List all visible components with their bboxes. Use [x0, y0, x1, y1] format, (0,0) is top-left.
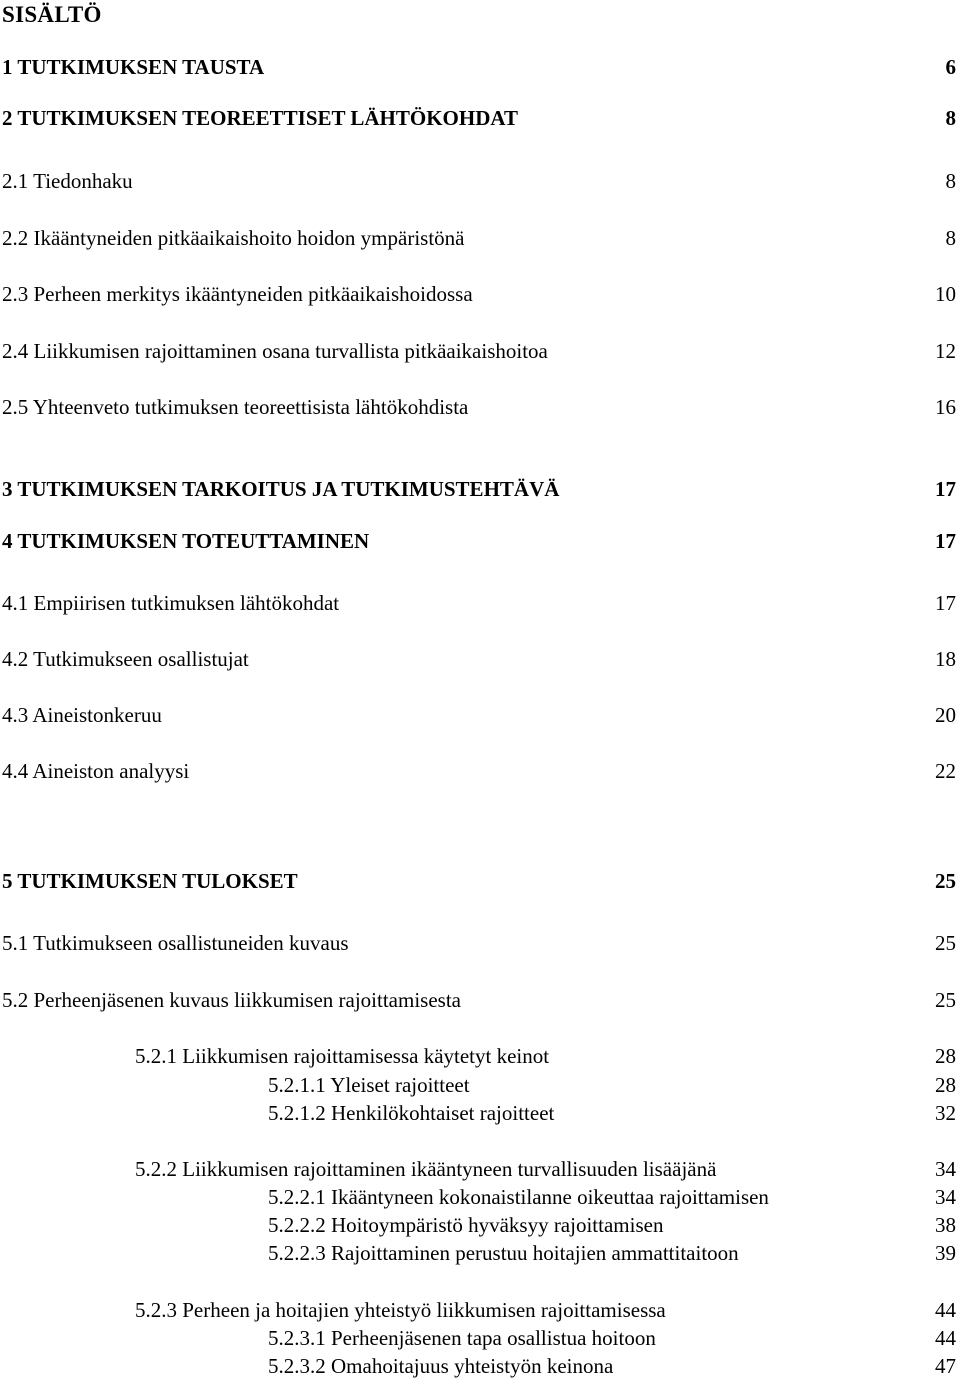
toc-entry-page: 25 — [935, 869, 956, 893]
toc-entry-text: 5.2.2.2 Hoitoympäristö hyväksyy rajoittamisen — [268, 1213, 664, 1237]
toc-entry-page: 10 — [935, 282, 956, 306]
toc-entry-text: 2 TUTKIMUKSEN TEOREETTISET LÄHTÖKOHDAT — [2, 106, 519, 130]
toc-entry-text: 2.2 Ikääntyneiden pitkäaikaishoito hoidon ympäristönä — [2, 226, 465, 250]
toc-entry-text: 5.2.3.1 Perheenjäsenen tapa osallistua hoitoon — [268, 1326, 656, 1350]
toc-entry-page: 32 — [935, 1101, 956, 1125]
toc-entry-text: 4.2 Tutkimukseen osallistujat — [2, 647, 249, 671]
toc-heading: SISÄLTÖ — [2, 2, 102, 27]
toc-entry-text: 4.4 Aineiston analyysi — [2, 759, 190, 783]
toc-entry-page: 17 — [935, 591, 956, 615]
toc-entry-text: 4 TUTKIMUKSEN TOTEUTTAMINEN — [2, 529, 370, 553]
toc-entry-page: 34 — [935, 1157, 956, 1181]
toc-entry-text: 5.2.2.3 Rajoittaminen perustuu hoitajien ammattitaitoon — [268, 1241, 739, 1265]
toc-entry-5-2 — [2, 986, 956, 1014]
toc-entry-page: 47 — [935, 1354, 956, 1378]
toc-entry-5-2-2-3 — [268, 1239, 956, 1267]
toc-entry-4-3 — [2, 701, 956, 729]
toc-entry-page: 8 — [945, 169, 956, 193]
toc-entry-text: 2.4 Liikkumisen rajoittaminen osana turvallista pitkäaikaishoitoa — [2, 339, 548, 363]
toc-entry-1 — [2, 53, 956, 81]
toc-entry-5-2-3-1 — [268, 1324, 956, 1352]
toc-entry-2-4 — [2, 337, 956, 365]
toc-entry-2-1 — [2, 167, 956, 195]
toc-entry-text: 5.2.3.2 Omahoitajuus yhteistyön keinona — [268, 1354, 614, 1378]
toc-entry-text: 5.2.1 Liikkumisen rajoittamisessa käytetyt keinot — [135, 1044, 550, 1068]
toc-entry-text: 4.3 Aineistonkeruu — [2, 703, 162, 727]
toc-entry-4 — [2, 527, 956, 555]
toc-entry-5-2-1 — [135, 1042, 956, 1070]
toc-entry-page: 25 — [935, 931, 956, 955]
toc-entry-page: 20 — [935, 703, 956, 727]
toc-entry-page: 17 — [935, 477, 956, 501]
toc-entry-page: 18 — [935, 647, 956, 671]
toc-entry-page: 39 — [935, 1241, 956, 1265]
toc-entry-text: 5 TUTKIMUKSEN TULOKSET — [2, 869, 298, 893]
toc-entry-2-5 — [2, 393, 956, 421]
toc-entry-page: 6 — [945, 55, 956, 79]
toc-entry-page: 17 — [935, 529, 956, 553]
toc-entry-4-2 — [2, 645, 956, 673]
toc-entry-2-3 — [2, 280, 956, 308]
toc-entry-page: 25 — [935, 988, 956, 1012]
toc-entry-page: 38 — [935, 1213, 956, 1237]
toc-entry-5-2-3 — [135, 1296, 956, 1324]
toc-entry-text: 4.1 Empiirisen tutkimuksen lähtökohdat — [2, 591, 340, 615]
toc-entry-text: 2.5 Yhteenveto tutkimuksen teoreettisista lähtökohdista — [2, 395, 469, 419]
toc-entry-text: 5.2 Perheenjäsenen kuvaus liikkumisen rajoittamisesta — [2, 988, 461, 1012]
toc-entry-text: 5.2.3 Perheen ja hoitajien yhteistyö liikkumisen rajoittamisessa — [135, 1298, 666, 1322]
toc-entry-4-4 — [2, 757, 956, 785]
toc-entry-3 — [2, 475, 956, 503]
toc-entry-5 — [2, 867, 956, 895]
toc-entry-page: 28 — [935, 1044, 956, 1068]
toc-entry-5-2-1-2 — [268, 1099, 956, 1127]
toc-entry-5-2-3-2 — [268, 1352, 956, 1380]
toc-entry-text: 3 TUTKIMUKSEN TARKOITUS JA TUTKIMUSTEHTÄVÄ — [2, 477, 560, 501]
toc-entry-text: 5.2.2 Liikkumisen rajoittaminen ikääntyneen turvallisuuden lisääjänä — [135, 1157, 717, 1181]
toc-entry-5-2-2 — [135, 1155, 956, 1183]
toc-entry-5-2-1-1 — [268, 1071, 956, 1099]
toc-entry-text: 5.2.1.1 Yleiset rajoitteet — [268, 1073, 470, 1097]
toc-entry-2 — [2, 104, 956, 132]
toc-entry-5-2-2-2 — [268, 1211, 956, 1239]
toc-entry-2-2 — [2, 224, 956, 252]
toc-entry-page: 16 — [935, 395, 956, 419]
toc-entry-page: 12 — [935, 339, 956, 363]
toc-entry-text: 5.2.1.2 Henkilökohtaiset rajoitteet — [268, 1101, 555, 1125]
toc-entry-page: 28 — [935, 1073, 956, 1097]
toc-entry-5-1 — [2, 929, 956, 957]
toc-entry-text: 1 TUTKIMUKSEN TAUSTA — [2, 55, 265, 79]
toc-entry-4-1 — [2, 589, 956, 617]
toc-entry-page: 34 — [935, 1185, 956, 1209]
toc-entry-text: 2.1 Tiedonhaku — [2, 169, 133, 193]
toc-entry-text: 2.3 Perheen merkitys ikääntyneiden pitkäaikaishoidossa — [2, 282, 473, 306]
toc-entry-page: 44 — [935, 1326, 956, 1350]
toc-entry-text: 5.1 Tutkimukseen osallistuneiden kuvaus — [2, 931, 349, 955]
toc-entry-page: 44 — [935, 1298, 956, 1322]
toc-entry-page: 8 — [945, 226, 956, 250]
toc-entry-5-2-2-1 — [268, 1183, 956, 1211]
toc-entry-page: 8 — [945, 106, 956, 130]
toc-entry-page: 22 — [935, 759, 956, 783]
toc-entry-text: 5.2.2.1 Ikääntyneen kokonaistilanne oikeuttaa rajoittamisen — [268, 1185, 769, 1209]
